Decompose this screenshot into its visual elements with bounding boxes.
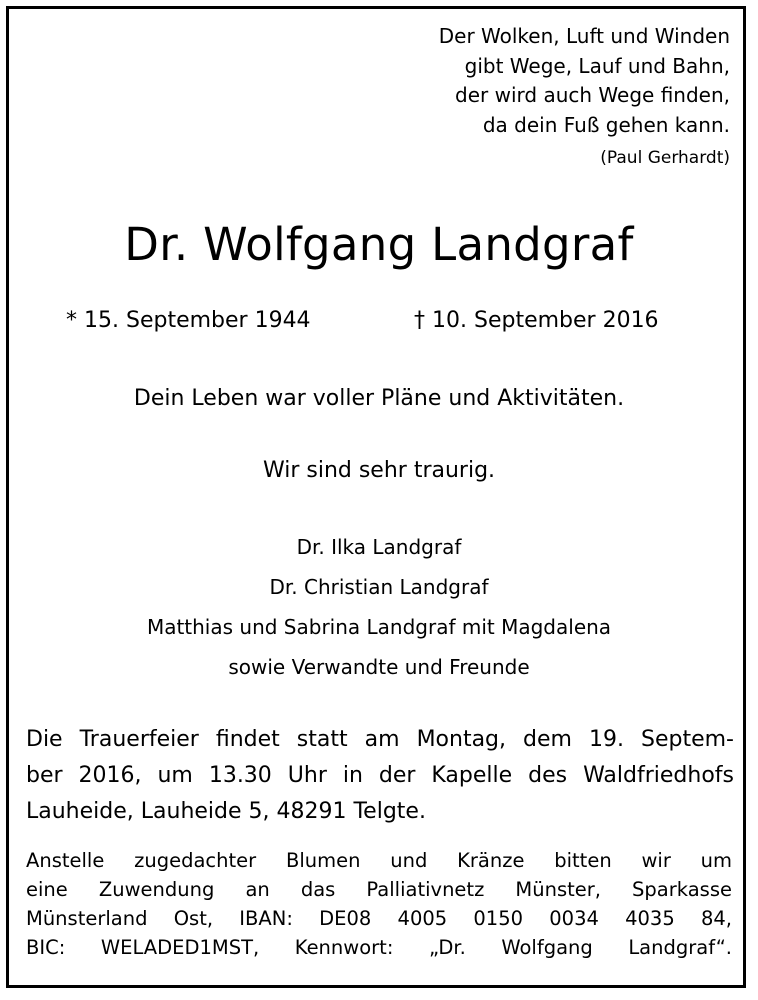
donation-info: [26, 846, 732, 962]
deceased-name: Dr. Wolfgang Landgraf: [124, 218, 634, 271]
service-line: ber 2016, um 13.30 Uhr in der Kapelle des Waldfriedhofs: [26, 763, 734, 788]
service-info: [26, 722, 734, 830]
mourners-list: [0, 527, 758, 687]
mourner: Matthias und Sabrina Landgraf mit Magdalena: [146, 615, 612, 639]
donation-line: Münsterland Ost, IBAN: DE08 4005 0150 0034 4035 84,: [26, 907, 732, 930]
quote-line: gibt Wege, Lauf und Bahn,: [464, 53, 730, 78]
birth-date: * 15. September 1944: [66, 308, 311, 333]
quote-line: der wird auch Wege finden,: [455, 83, 730, 107]
donation-line: eine Zuwendung an das Palliativnetz Münster, Sparkasse: [26, 878, 732, 901]
message-line: Dein Leben war voller Pläne und Aktivitäten.: [133, 386, 625, 411]
donation-line: BIC: WELADED1MST, Kennwort: „Dr. Wolfgang Landgraf“.: [26, 936, 732, 959]
mourner: Dr. Christian Landgraf: [269, 575, 489, 599]
quote-line: Der Wolken, Luft und Winden: [438, 24, 730, 48]
death-date: † 10. September 2016: [414, 308, 659, 333]
quote-block: [439, 22, 730, 170]
service-line: Lauheide, Lauheide 5, 48291 Telgte.: [26, 799, 426, 824]
service-line: Die Trauerfeier findet statt am Montag, dem 19. Septem-: [26, 727, 734, 752]
mourner: sowie Verwandte und Freunde: [228, 655, 530, 679]
message-line: Wir sind sehr traurig.: [262, 458, 496, 483]
mourner: Dr. Ilka Landgraf: [296, 535, 462, 559]
donation-line: Anstelle zugedachter Blumen und Kränze bitten wir um: [26, 849, 732, 872]
quote-line: da dein Fuß gehen kann.: [482, 112, 730, 137]
quote-author: (Paul Gerhardt): [600, 148, 730, 168]
